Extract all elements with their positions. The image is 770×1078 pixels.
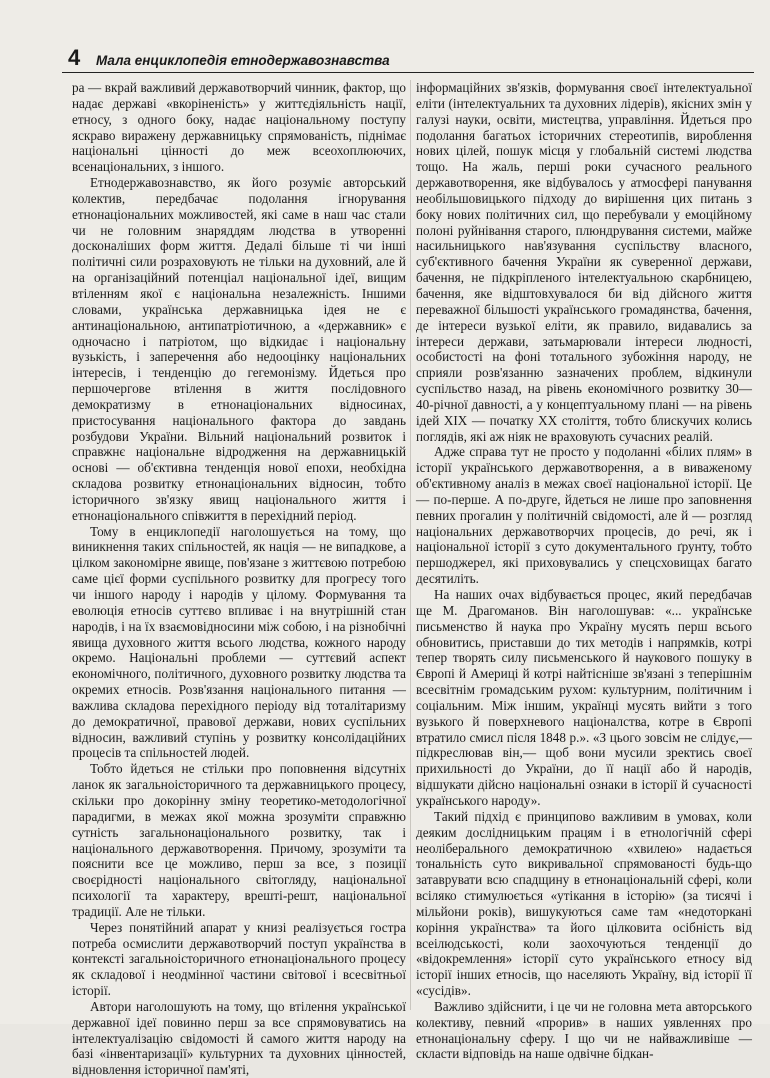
paragraph: інформаційних зв'язків, формування своєї інтелектуальної еліти (інтелектуальних та духовних лідерів), якісних змін у галузі науки, освіти, мистецтва, управління. Йдеться про подолання багатьох історичних стереотипів, вироблення нових цілей, пошук місця у глобальній системі людства тощо. На жаль, перші роки сучасного реального державотворення, яке відбувалось у атмосфері панування необільшовицького підходу до вирішення цих питань з боку нових політичних сил, що перебували у емоційному полоні руйнівання старого, плюндрування системи, майже насильницького нав'язування суспільству власного, суб'єктивного бачення України як суверенної держави, бачення, не підкріпленого інтелектуальною скарбницею, бачення, яке відштовхувалося би від дійсного життя переважної більшості українського громадянства, бачення, де інтереси вузької еліти, як правило, видавались за інтереси держави, затьмарювали інтереси людності, особистості на фоні тотального зубожіння народу, не сприяли розв'язанню зазначених проблем, відкинули суспільство назад, на рівень економічного розвитку 30—40-річної давності, а у концептуальному плані — на рівень ідей XIX — початку XX століття, тобто блискучих колись поглядів, які аж ніяк не враховують сучасних реалій. [416, 80, 752, 444]
paragraph: Адже справа тут не просто у подоланні «білих плям» в історії українського державотворення, а в виваженому об'єктивному аналіз в межах своєї національної історії. Це — по-перше. А по-друге, йдеться не лише про заповнення певних прогалин у політичній свідомості, але й — розгляд національних державотворчих процесів, до речі, як і національної історії з суто документального ґрунту, тобто першоджерел, які приховувались у спецсховищах багато десятиліть. [416, 444, 752, 587]
right-column [416, 80, 752, 1062]
column-divider [410, 80, 411, 1010]
paragraph: Етнодержавознавство, як його розуміє авторський колектив, передбачає подолання ігнорування етнонаціональних можливостей, які саме в наш час стали чи не головним знаряддям людства в утворенні досконаліших форм життя. Дедалі більше ті чи інші політичні сили розраховують не тільки на духовний, але й на організаційний потенціал національної ідеї, вищим втіленням якої є національна незалежність. Іншими словами, українська державницька ідея не є антинаціональною, антипатріотичною, а «державник» є одночасно і патріотом, що відкидає і національну вузькість, і заперечення або недооцінку національних інтересів, і тенденцію до гегемонізму. Йдеться про першочергове втілення в життя послідовного демократизму в етнонаціональних відносинах, пристосування національного фактора до завдань розбудови України. Вільний національний розвиток і справжнє національне відродження на державницькій основі — об'єктивна тенденція нової епохи, необхідна складова розвитку етнонаціональних відносин, тобто історичного зв'язку явищ національного життя і етнонаціонального співжиття в перехідний період. [72, 175, 406, 523]
paragraph: Через понятійний апарат у книзі реалізується гостра потреба осмислити державотворчий поступ українства в контексті загальноісторичного етнонаціонального процесу як складової і неодмінної частини світової і всесвітньої історії. [72, 919, 406, 999]
running-title: Мала енциклопедія етнодержавознавства [96, 53, 390, 68]
paragraph: Тому в енциклопедії наголошується на тому, що виникнення таких спільностей, як нація — не випадкове, а цілком закономірне явище, пов'язане з життєвою потребою саме цієї форми суспільного розвитку для прогресу того чи іншого народу і народів у цілому. Формування та еволюція етносів суттєво впливає і на внутрішній стан народів, і на їх взаємовідносини між собою, і на різнобічні явища духовного життя всього людства, кожного народу окремо. Національні проблеми — суттєвий аспект економічного, політичного, духовного розвитку людства та окремих етносів. Розв'язання національного питання — важлива складова перехідного періоду від тоталітаризму до демократичної, правової держави, нових суспільних відносин, важливий ступінь у розвитку консолідаційних процесів та спільностей людей. [72, 523, 406, 761]
left-column [72, 80, 406, 1078]
paragraph: Важливо здійснити, і це чи не головна мета авторського колективу, певний «прорив» в наших уявленнях про етнонаціональну сферу. І що чи не найважливіше — скласти відповідь на наше одвічне бідкан- [416, 998, 752, 1062]
paragraph: Тобто йдеться не стільки про поповнення відсутніх ланок як загальноісторичного та державницького процесу, скільки про докорінну зміну теоретико-методологічної парадигми, в межах якої можна зрозуміти справжню сутність загальнонаціонального розвитку, так і національного державотворення. Причому, зрозуміти та пояснити все це можливо, перш за все, з позиції своєрідності національного світогляду, національної психології та характеру, врешті-решт, національної традиції. Але не тільки. [72, 761, 406, 919]
page-header [62, 46, 754, 73]
paragraph: Автори наголошують на тому, що втілення української державної ідеї повинно перш за все спрямовуватись на інтелектуалізацію свідомості й самого життя народу на базі «інвентаризації» культурних та духовних цінностей, відновлення історичної пам'яті, [72, 998, 406, 1078]
page-number: 4 [68, 45, 81, 70]
paragraph: ра — вкрай важливий державотворчий чинник, фактор, що надає державі «вкоріненість» у життєдіяльність нації, етносу, з одного боку, надає національному поступу яскраво виражену державницьку спрямованість, піднімає національні цінності до меж всеохоплюючих, всенаціональних, з іншого. [72, 80, 406, 175]
paragraph: Такий підхід є принципово важливим в умовах, коли деяким дослідницьким працям і в етнологічній сфері неоліберального демократичною «хвилею» надається тональність суто викривальної спрямованості будь-що затаврувати всю спадщину в етнонаціональній сфері, коли всіляко стимулюється «утікання в історію» (за тисячі і мільйони років), вишукуються саме там «недоторкані коріння українства» та його цілковита осібність від всеілюдськості, коли заохочуються тенденції до «відокремлення» історії суто українського етносу від історії інших етносів, що населяють Україну, від історії її «сусідів». [416, 808, 752, 999]
paragraph: На наших очах відбувається процес, який передбачав ще М. Драгоманов. Він наголошував: «... українське письменство й наука про Україну мусять перш всього обновитись, приставши до тих методів і напрямків, котрі тепер творять силу письменського й наукового пошуку в Європі й Америці й котрі найтісніше зв'язані з теперішнім всесвітнім громадським рухом: культурним, політичним і соціальним. Між іншим, українці мусять вийти з того вузького й поверхневого націоналства, котре в Європі втратило смисл після 1848 р.». «З цього зовсім не слідує,— підкреслював він,— щоб вони мусили зректись своєї прихильності до України, до її нації або й народів, відшукати дійсно національні ознаки в історії й сучасності українського народу». [416, 587, 752, 808]
